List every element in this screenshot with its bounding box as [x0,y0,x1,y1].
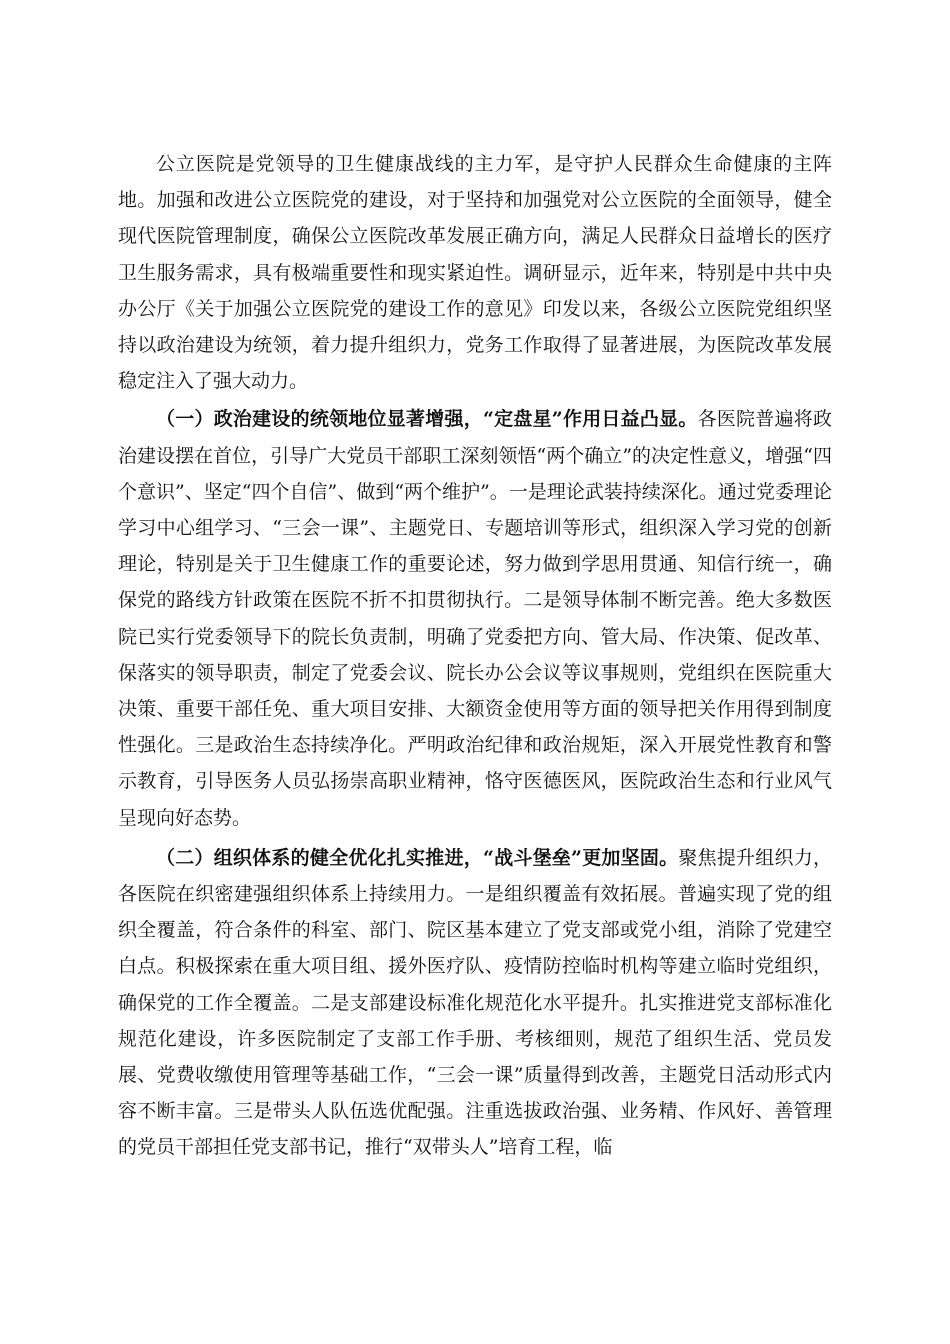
section-2-heading: （二）组织体系的健全优化扎实推进，“战斗堡垒”更加坚固。 [156,846,679,869]
section-1-paragraph [118,401,832,835]
intro-paragraph [118,146,832,399]
section-2-text: 聚焦提升组织力，各医院在织密建强组织体系上持续用力。一是组织覆盖有效拓展。普遍实现了党的组织全覆盖，符合条件的科室、部门、院区基本建立了党支部或党小组，消除了党建空白点。积极探索在重大项目组、援外医疗队、疫情防控临时机构等建立临时党组织，确保党的工作全覆盖。二是支部建设标准化规范化水平提升。扎实推进党支部标准化规范化建设，许多医院制定了支部工作手册、考核细则，规范了组织生活、党员发展、党费收缴使用管理等基础工作，“三会一课”质量得到改善，主题党日活动形式内容不断丰富。三是带头人队伍选优配强。注重选拔政治强、业务精、作风好、善管理的党员干部担任党支部书记，推行“双带头人”培育工程，临 [118,846,832,1159]
intro-paragraph-text: 公立医院是党领导的卫生健康战线的主力军，是守护人民群众生命健康的主阵地。加强和改进公立医院党的建设，对于坚持和加强党对公立医院的全面领导，健全现代医院管理制度，确保公立医院改革发展正确方向，满足人民群众日益增长的医疗卫生服务需求，具有极端重要性和现实紧迫性。调研显示，近年来，特别是中共中央办公厅《关于加强公立医院党的建设工作的意见》印发以来，各级公立医院党组织坚持以政治建设为统领，着力提升组织力，党务工作取得了显著进展，为医院改革发展稳定注入了强大动力。 [118,153,832,393]
document-body [118,146,832,1166]
section-1-heading: （一）政治建设的统领地位显著增强，“定盘星”作用日益凸显。 [156,408,698,431]
section-2-paragraph [118,840,832,1166]
section-1-text: 各医院普遍将政治建设摆在首位，引导广大党员干部职工深刻领悟“两个确立”的决定性意义，增强“四个意识”、坚定“四个自信”、做到“两个维护”。一是理论武装持续深化。通过党委理论学习中心组学习、“三会一课”、主题党日、专题培训等形式，组织深入学习党的创新理论，特别是关于卫生健康工作的重要论述，努力做到学思用贯通、知信行统一，确保党的路线方针政策在医院不折不扣贯彻执行。二是领导体制不断完善。绝大多数医院已实行党委领导下的院长负责制，明确了党委把方向、管大局、作决策、促改革、保落实的领导职责，制定了党委会议、院长办公会议等议事规则，党组织在医院重大决策、重要干部任免、重大项目安排、大额资金使用等方面的领导把关作用得到制度性强化。三是政治生态持续净化。严明政治纪律和政治规矩，深入开展党性教育和警示教育，引导医务人员弘扬崇高职业精神，恪守医德医风，医院政治生态和行业风气呈现向好态势。 [118,408,832,829]
